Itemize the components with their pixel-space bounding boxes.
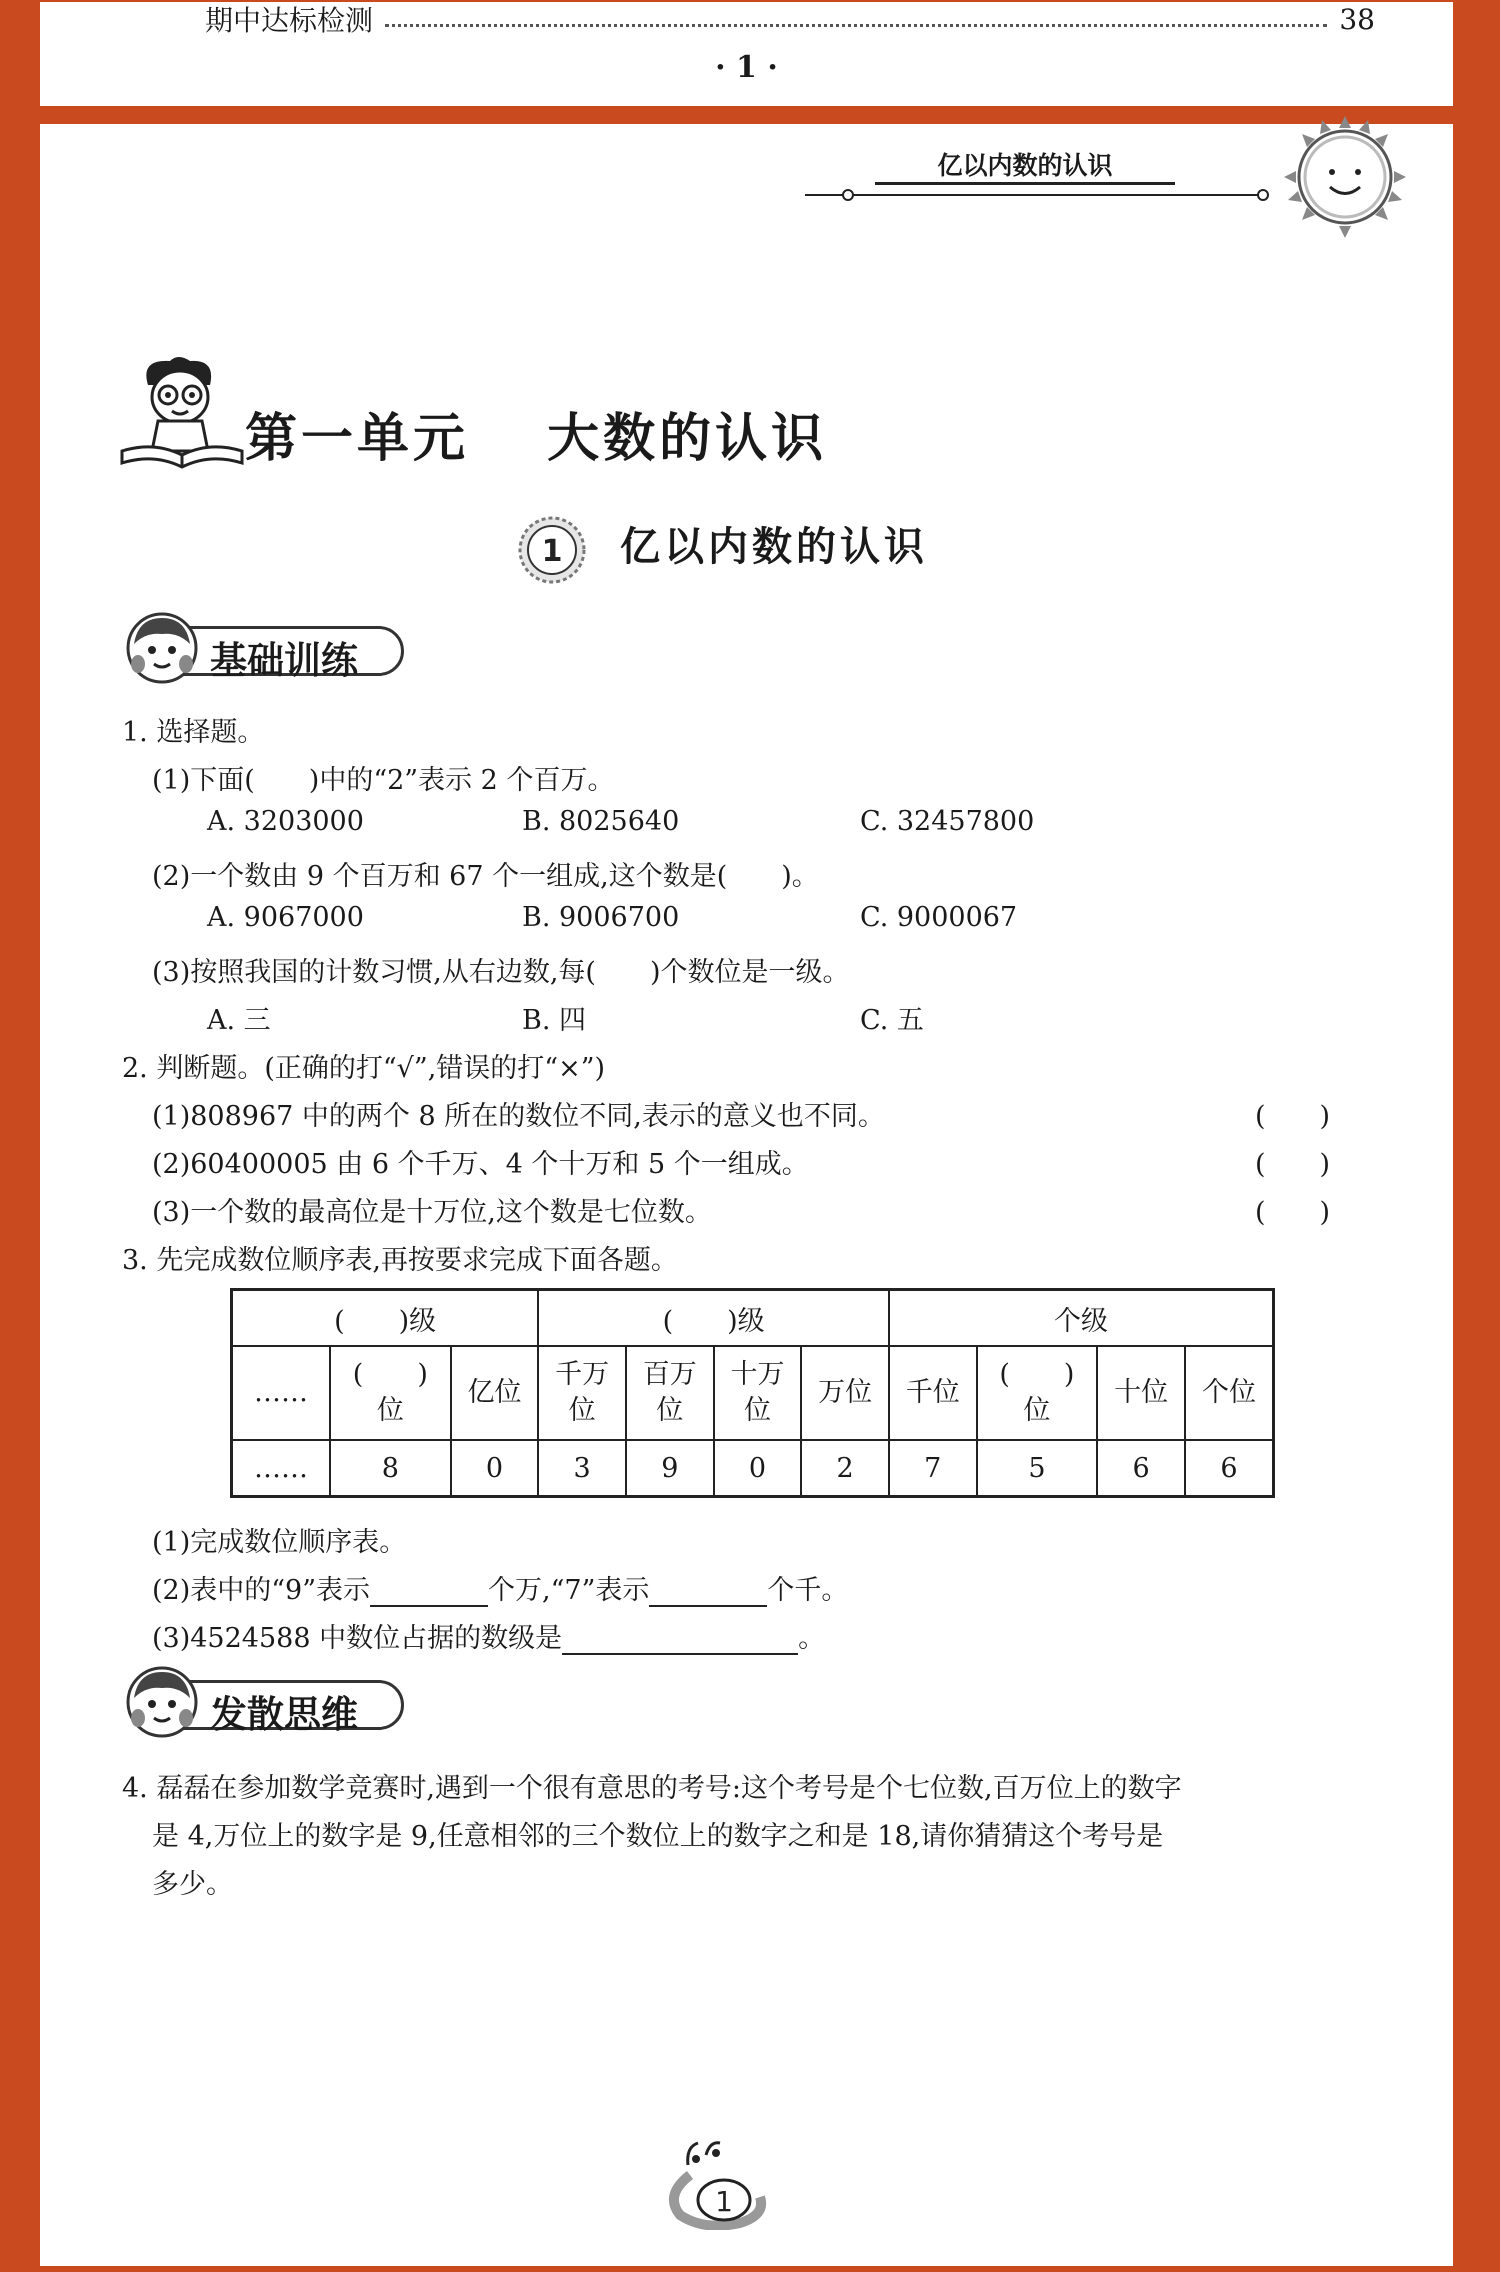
value-cell: 6 [1097, 1440, 1185, 1497]
banner-rule [805, 194, 1265, 196]
q1-heading: 1. 选择题。 [122, 717, 265, 748]
q3-3 [152, 1616, 825, 1655]
place-cell-yi: 亿位 [451, 1346, 539, 1440]
place-cell-qian: 千位 [889, 1346, 977, 1440]
q2-3-statement: (3)一个数的最高位是十万位,这个数是七位数。 [152, 1197, 712, 1228]
banner-underline [875, 182, 1175, 185]
q1-1-option-c[interactable]: C. 32457800 [860, 806, 1035, 837]
value-cell: 3 [538, 1440, 626, 1497]
section-divergent-thinking [122, 1664, 412, 1738]
banner-title: 亿以内数的认识 [937, 151, 1113, 180]
place-cell-ellipsis: …… [232, 1346, 331, 1440]
table-value-row [232, 1440, 1274, 1497]
reading-boy-icon [118, 355, 246, 475]
lesson-number: 1 [541, 534, 563, 569]
q3-3-blank[interactable] [562, 1653, 798, 1655]
q2-1-answer-box[interactable]: ( ) [1255, 1101, 1331, 1132]
q2-2-answer-box[interactable]: ( ) [1255, 1149, 1331, 1180]
q3-2-part-b: 个万,“7”表示 [488, 1575, 650, 1606]
q3-2-blank-qian[interactable] [649, 1605, 767, 1607]
q1-3-stem: (3)按照我国的计数习惯,从右边数,每( )个数位是一级。 [152, 957, 850, 988]
level-cell-unknown-1[interactable]: ( )级 [232, 1290, 539, 1347]
value-cell: 6 [1185, 1440, 1274, 1497]
q3-1: (1)完成数位顺序表。 [152, 1527, 407, 1558]
q1-2-option-a[interactable]: A. 9067000 [207, 902, 364, 933]
girl-mascot-icon [122, 1664, 202, 1738]
q3-heading: 3. 先完成数位顺序表,再按要求完成下面各题。 [122, 1245, 678, 1276]
q3-2 [152, 1568, 848, 1607]
q2-1-statement: (1)808967 中的两个 8 所在的数位不同,表示的意义也不同。 [152, 1101, 885, 1132]
value-cell: 2 [801, 1440, 889, 1497]
lesson-title: 亿以内数的认识 [620, 524, 928, 570]
q4-line-3: 多少。 [152, 1869, 233, 1900]
page-number-badge [660, 2135, 770, 2230]
value-cell: 0 [714, 1440, 802, 1497]
toc-leader-dots [385, 12, 1327, 27]
footer-page-number: 1 [715, 2185, 733, 2218]
q3-2-part-c: 个千。 [767, 1575, 849, 1606]
q1-3-option-c[interactable]: C. 五 [860, 1005, 924, 1036]
q1-1-option-b[interactable]: B. 8025640 [522, 806, 680, 837]
value-cell: 0 [451, 1440, 539, 1497]
toc-entry-page: 38 [1339, 2, 1375, 36]
value-cell: 9 [626, 1440, 714, 1497]
girl-mascot-icon [122, 610, 202, 684]
q3-3-part-b: 。 [798, 1623, 826, 1654]
level-cell-ones: 个级 [889, 1290, 1274, 1347]
q3-3-part-a: (3)4524588 中数位占据的数级是 [152, 1623, 563, 1654]
q1-2-option-b[interactable]: B. 9006700 [522, 902, 680, 933]
place-cell-ge: 个位 [1185, 1346, 1274, 1440]
banner-dot-right [1257, 189, 1269, 201]
q4-line-1: 4. 磊磊在参加数学竞赛时,遇到一个很有意思的考号:这个考号是个七位数,百万位上的数字 [122, 1773, 1182, 1804]
q1-2-option-c[interactable]: C. 9000067 [860, 902, 1018, 933]
place-cell-shiwan: 十万 位 [714, 1346, 802, 1440]
lesson-number-badge [517, 515, 587, 585]
q1-2-stem: (2)一个数由 9 个百万和 67 个一组成,这个数是( )。 [152, 861, 819, 892]
q3-2-part-a: (2)表中的“9”表示 [152, 1575, 371, 1606]
toc-entry-title: 期中达标检测 [205, 4, 374, 37]
place-cell-wan: 万位 [801, 1346, 889, 1440]
table-level-row [232, 1290, 1274, 1347]
place-cell-unknown-1[interactable]: ( ) 位 [330, 1346, 451, 1440]
q3-2-blank-wan[interactable] [370, 1605, 488, 1607]
q1-1-stem: (1)下面( )中的“2”表示 2 个百万。 [152, 765, 615, 796]
place-cell-unknown-2[interactable]: ( ) 位 [977, 1346, 1098, 1440]
table-place-row [232, 1346, 1274, 1440]
section-label: 发散思维 [210, 1693, 358, 1736]
banner-dot-left [842, 189, 854, 201]
smiling-sun-icon [1270, 102, 1420, 252]
previous-page-fragment [38, 0, 1455, 108]
previous-page-number: · 1 · [715, 50, 778, 85]
level-cell-unknown-2[interactable]: ( )级 [538, 1290, 889, 1347]
q2-3-answer-box[interactable]: ( ) [1255, 1197, 1331, 1228]
value-cell: 8 [330, 1440, 451, 1497]
section-basic-training [122, 610, 412, 684]
place-value-table [230, 1288, 1275, 1498]
header-banner [805, 138, 1269, 198]
value-cell-ellipsis: …… [232, 1440, 331, 1497]
value-cell: 5 [977, 1440, 1098, 1497]
place-cell-qianwan: 千万 位 [538, 1346, 626, 1440]
section-label: 基础训练 [210, 639, 358, 682]
q1-3-option-a[interactable]: A. 三 [207, 1005, 271, 1036]
unit-title: 第一单元 大数的认识 [245, 409, 828, 469]
place-cell-shi: 十位 [1097, 1346, 1185, 1440]
q1-3-option-b[interactable]: B. 四 [522, 1005, 587, 1036]
toc-entry [205, 2, 1375, 36]
place-cell-baiwan: 百万 位 [626, 1346, 714, 1440]
q1-1-option-a[interactable]: A. 3203000 [207, 806, 364, 837]
q2-2-statement: (2)60400005 由 6 个千万、4 个十万和 5 个一组成。 [152, 1149, 809, 1180]
q2-heading: 2. 判断题。(正确的打“√”,错误的打“×”) [122, 1053, 606, 1084]
q4-line-2: 是 4,万位上的数字是 9,任意相邻的三个数位上的数字之和是 18,请你猜猜这个考号是 [152, 1821, 1164, 1852]
value-cell: 7 [889, 1440, 977, 1497]
